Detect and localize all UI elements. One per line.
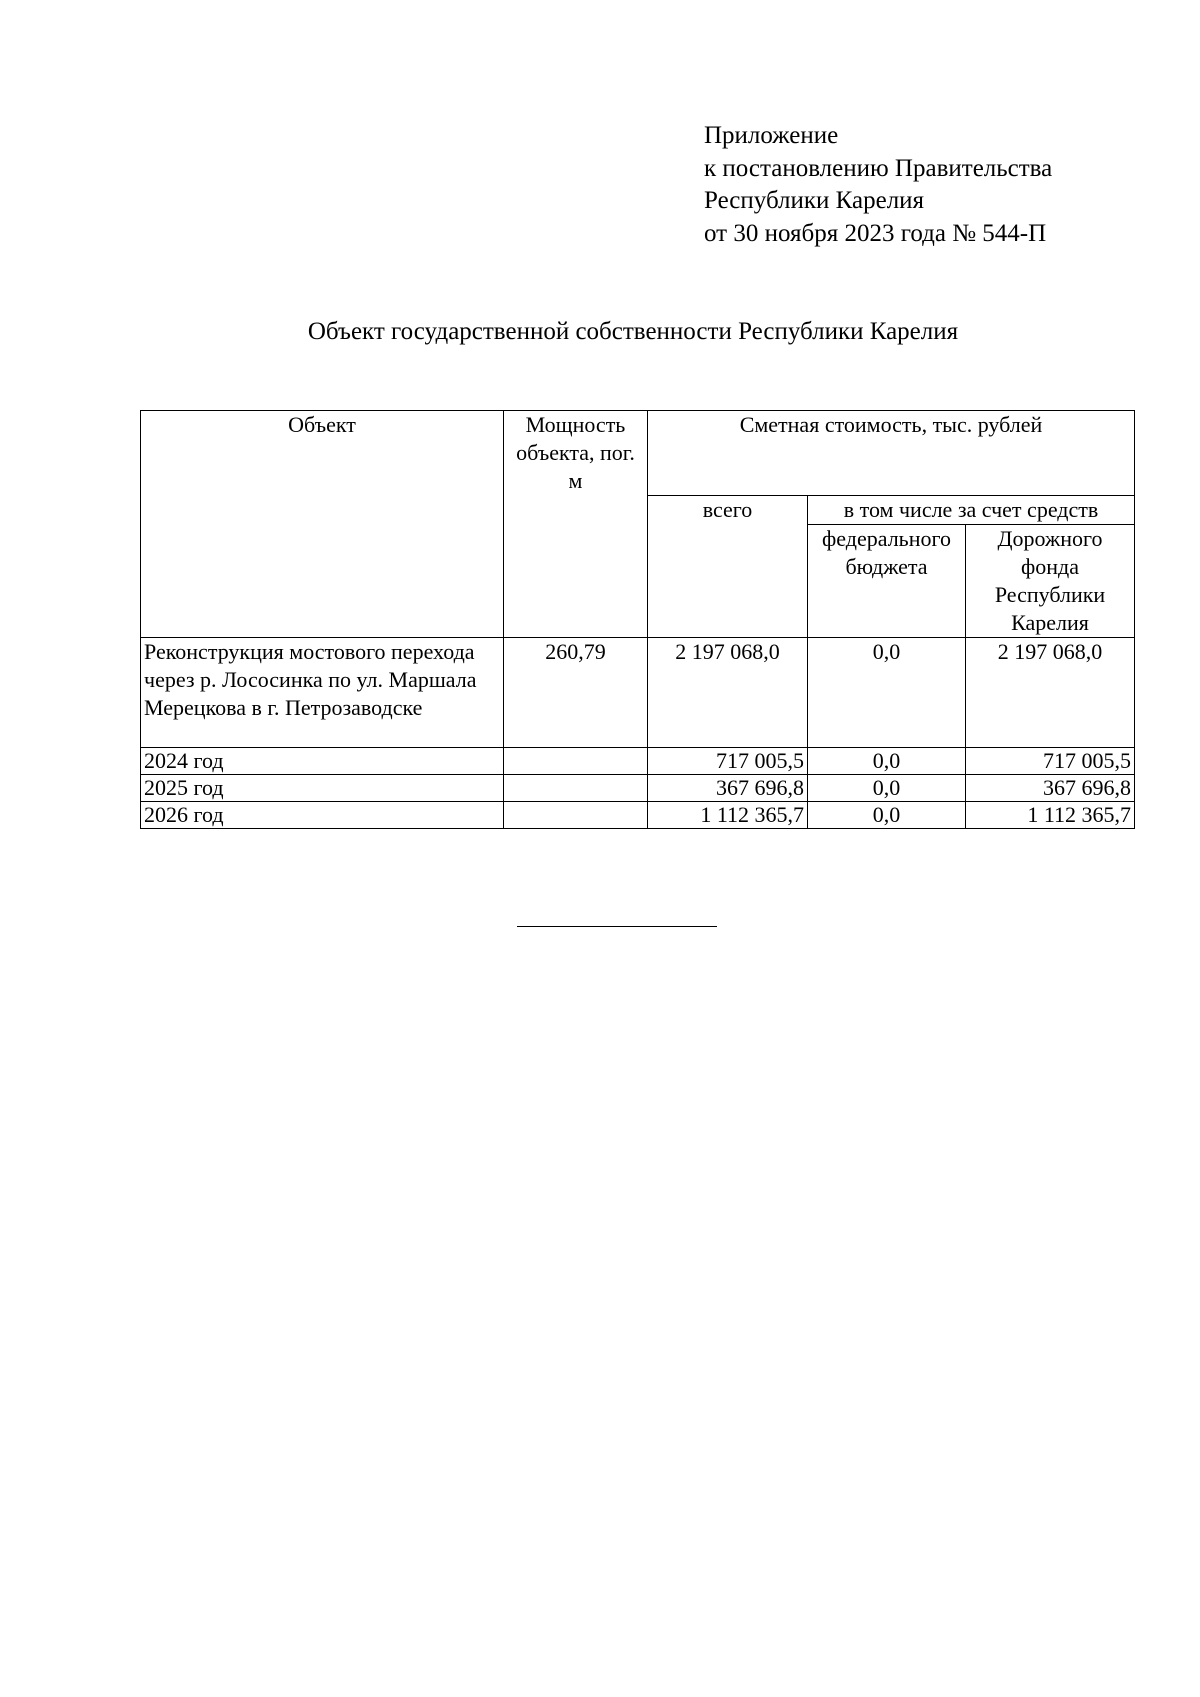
annex-line: Республики Карелия — [704, 187, 925, 214]
cell-federal: 0,0 — [808, 775, 966, 802]
annex-line: от 30 ноября 2023 года № 544-П — [704, 219, 1047, 247]
cell-capacity: 260,79 — [504, 638, 648, 748]
header-total: всего — [648, 496, 808, 638]
cell-road-fund: 1 112 365,7 — [966, 802, 1135, 829]
table-row — [141, 638, 1135, 748]
cell-total: 1 112 365,7 — [648, 802, 808, 829]
cell-year: 2024 год — [141, 748, 504, 775]
header-object: Объект — [141, 411, 504, 638]
separator-line — [517, 926, 717, 927]
cell-total: 717 005,5 — [648, 748, 808, 775]
header-cost: Сметная стоимость, тыс. рублей — [648, 411, 1135, 496]
cell-federal: 0,0 — [808, 748, 966, 775]
cell-road-fund: 717 005,5 — [966, 748, 1135, 775]
table-row — [141, 802, 1135, 829]
cell-year: 2026 год — [141, 802, 504, 829]
cell-total: 2 197 068,0 — [648, 638, 808, 748]
annex-block — [704, 120, 1052, 250]
header-federal: федерального бюджета — [808, 525, 966, 638]
cell-year: 2025 год — [141, 775, 504, 802]
cell-federal: 0,0 — [808, 638, 966, 748]
table-row — [141, 748, 1135, 775]
annex-line: к постановлению Правительства — [704, 154, 1053, 182]
cell-total: 367 696,8 — [648, 775, 808, 802]
cell-capacity — [504, 775, 648, 802]
cell-road-fund: 367 696,8 — [966, 775, 1135, 802]
annex-line: Приложение — [704, 122, 839, 149]
header-road-fund: Дорожного фонда Республики Карелия — [966, 525, 1135, 638]
cell-capacity — [504, 802, 648, 829]
object-table — [140, 410, 1135, 829]
cell-federal: 0,0 — [808, 802, 966, 829]
header-including: в том числе за счет средств — [808, 496, 1135, 525]
table-row — [141, 775, 1135, 802]
cell-road-fund: 2 197 068,0 — [966, 638, 1135, 748]
cell-capacity — [504, 748, 648, 775]
document-title: Объект государственной собственности Республики Карелия — [307, 318, 959, 345]
header-capacity: Мощность объекта, пог. м — [504, 411, 648, 638]
cell-object-name: Реконструкция мостового перехода через р. Лососинка по ул. Маршала Мерецкова в г. Петрозаводске — [141, 638, 504, 748]
